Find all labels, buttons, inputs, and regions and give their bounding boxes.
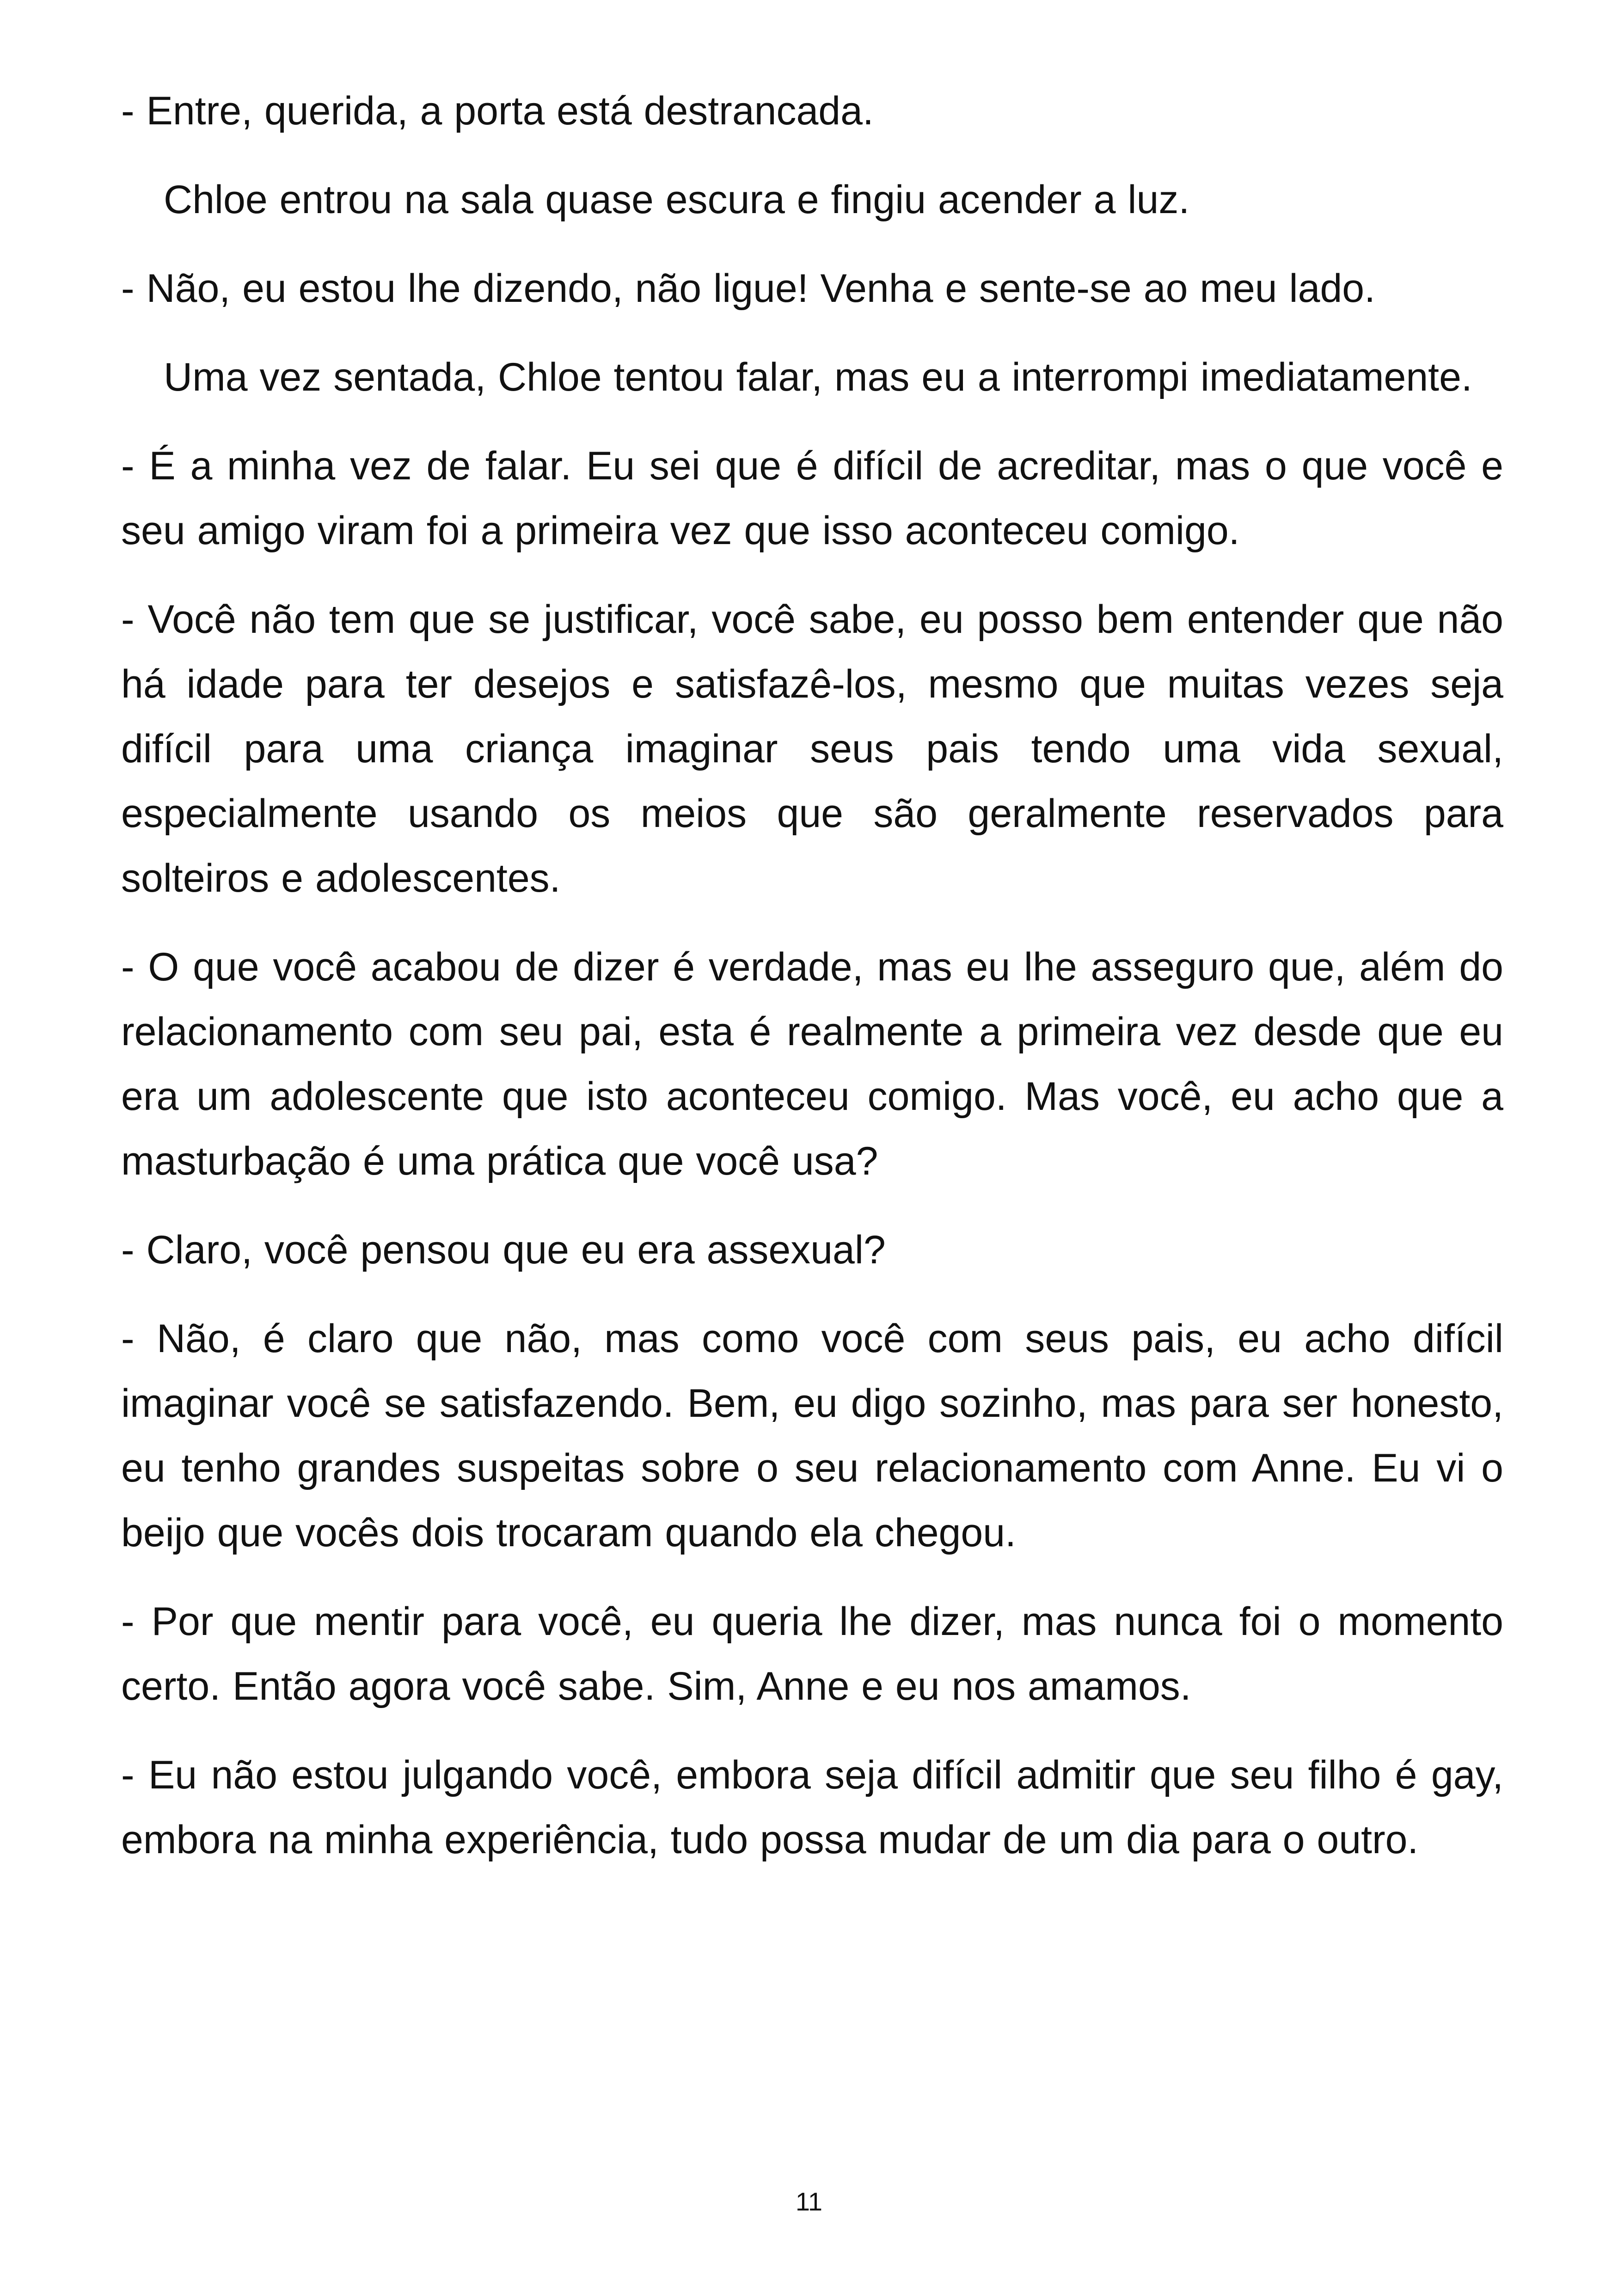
- paragraph: - Eu não estou julgando você, embora seja difícil admitir que seu filho é gay, embora na minha experiência, tudo possa mudar de um dia para o outro.: [121, 1753, 1503, 1862]
- body-text: [121, 79, 1503, 1896]
- paragraph: - Não, é claro que não, mas como você com seus pais, eu acho difícil imaginar você se satisfazendo. Bem, eu digo sozinho, mas para ser honesto, eu tenho grandes suspeitas sobre o seu relacionamento com Anne. Eu vi o beijo que vocês dois trocaram quando ela chegou.: [121, 1316, 1503, 1555]
- paragraph: - Claro, você pensou que eu era assexual?: [121, 1228, 886, 1272]
- page-number: 11: [795, 2187, 823, 2216]
- paragraph: - Você não tem que se justificar, você sabe, eu posso bem entender que não há idade para ter desejos e satisfazê-los, mesmo que muitas vezes seja difícil para uma criança imaginar seus pais tendo uma vida sexual, especialmente usando os meios que são geralmente reservados para solteiros e adolescentes.: [121, 597, 1503, 900]
- paragraph: Chloe entrou na sala quase escura e fingiu acender a luz.: [164, 178, 1190, 222]
- paragraph: - Entre, querida, a porta está destrancada.: [121, 89, 874, 133]
- paragraph: - Não, eu estou lhe dizendo, não ligue! Venha e sente-se ao meu lado.: [121, 266, 1375, 311]
- paragraph: - Por que mentir para você, eu queria lhe dizer, mas nunca foi o momento certo. Então agora você sabe. Sim, Anne e eu nos amamos.: [121, 1599, 1503, 1708]
- paragraph: - O que você acabou de dizer é verdade, mas eu lhe asseguro que, além do relacionamento com seu pai, esta é realmente a primeira vez desde que eu era um adolescente que isto aconteceu comigo. Mas você, eu acho que a masturbação é uma prática que você usa?: [121, 945, 1503, 1183]
- paragraph: - É a minha vez de falar. Eu sei que é difícil de acreditar, mas o que você e seu amigo viram foi a primeira vez que isso aconteceu comigo.: [121, 444, 1503, 553]
- paragraph: Uma vez sentada, Chloe tentou falar, mas eu a interrompi imediatamente.: [164, 355, 1472, 399]
